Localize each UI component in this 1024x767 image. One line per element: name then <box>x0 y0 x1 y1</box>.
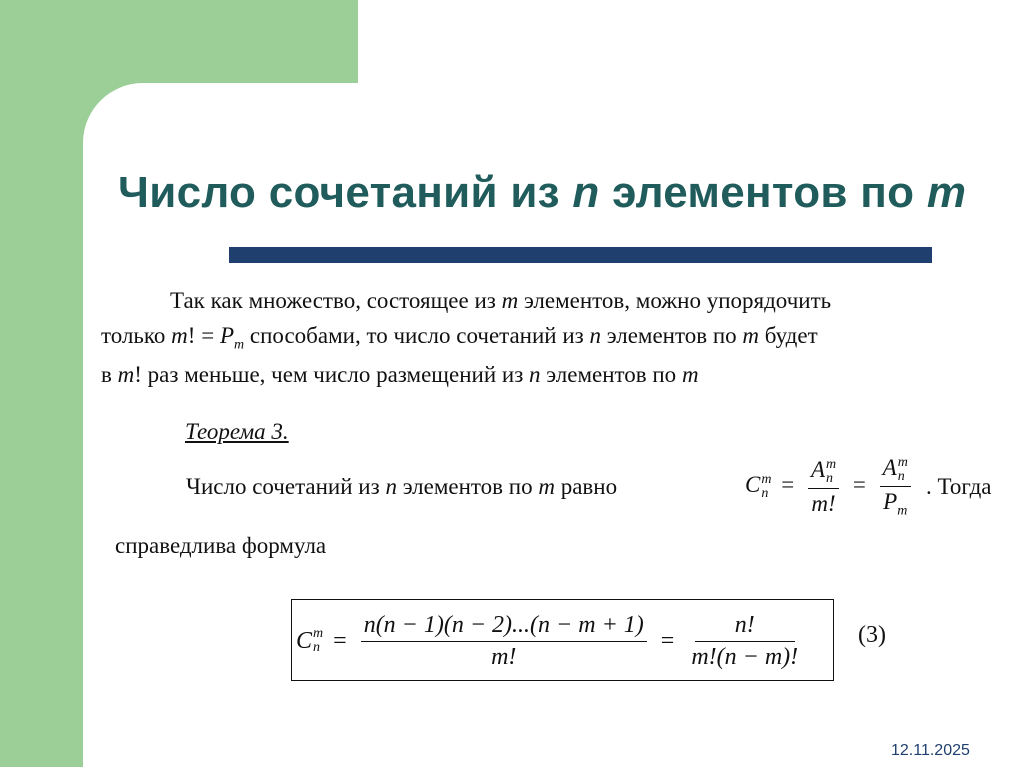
combination-formula: C m n = $\frac{n(n - 1)(n - 2)...(n - m + 1)}{m!}$ = $\frac{n!}{m!(n - m)!}$ <box>296 604 805 678</box>
intro-line-3: в m! раз меньше, чем число размещений из n элементов по m <box>101 362 699 387</box>
equation-number: (3) <box>858 622 886 648</box>
theorem-formula: C m n = A m n m! = A m n $P_m$ <box>745 455 915 519</box>
theorem-heading: Теорема 3. <box>185 419 289 444</box>
fraction-A-over-P: A m n $P_m$ <box>880 455 911 519</box>
theorem-statement: Число сочетаний из n элементов по m равно <box>186 474 618 499</box>
intro-line-2: только m! = $P_m$ способами, то число сочетаний из n элементов по m будет <box>101 323 818 353</box>
fraction-product-over-m-factorial: $\frac{n(n - 1)(n - 2)...(n - m + 1)}{m!}$ <box>361 612 647 670</box>
fraction-n-factorial: $\frac{n!}{m!(n - m)!}$ <box>691 612 799 670</box>
fraction-A-over-m-factorial: A m n m! <box>808 457 839 516</box>
intro-line-1: Так как множество, состоящее из m элементов, можно упорядочить <box>170 288 832 313</box>
slide-title: Число сочетаний из n элементов по m <box>118 168 967 217</box>
slide-date: 12.11.2025 <box>891 742 970 759</box>
formula-intro-text: справедлива формула <box>115 533 327 558</box>
theorem-tail-text: . Тогда <box>926 474 992 499</box>
